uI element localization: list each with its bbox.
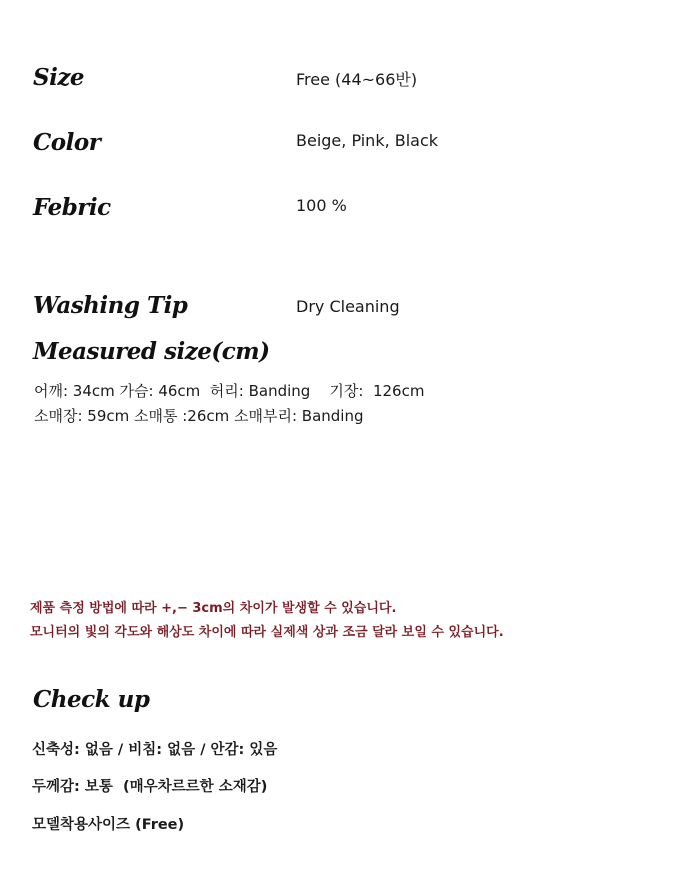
check-up-line-1: 신축성: 없음 / 비침: 없음 / 안감: 있음: [32, 742, 278, 758]
measured-line-2: 소매장: 59cm 소매통 :26cm 소매부리: Banding: [34, 407, 364, 425]
washing-tip-label: Washing Tip: [33, 292, 188, 319]
color-label: Color: [33, 129, 101, 156]
check-up-heading: Check up: [33, 686, 150, 713]
size-label: Size: [33, 64, 85, 91]
notice-line-2: 모니터의 빛의 각도와 해상도 차이에 따라 실제색 상과 조금 달라 보일 수 있습니다.: [30, 625, 504, 640]
measured-line-1: 어깨: 34cm 가슴: 46cm 허리: Banding 기장: 126cm: [34, 382, 425, 400]
size-value: Free (44~66반): [296, 70, 418, 89]
check-up-line-2: 두께감: 보통 (매우차르르한 소재감): [32, 779, 268, 795]
measured-size-heading: Measured size(cm): [33, 338, 270, 365]
fabric-value: 100 %: [296, 196, 347, 215]
washing-tip-value: Dry Cleaning: [296, 297, 400, 316]
color-value: Beige, Pink, Black: [296, 131, 439, 150]
notice-line-1: 제품 측정 방법에 따라 +,− 3cm의 차이가 발생할 수 있습니다.: [30, 601, 397, 616]
check-up-line-3: 모델착용사이즈 (Free): [32, 817, 185, 833]
fabric-label: Febric: [33, 194, 111, 221]
